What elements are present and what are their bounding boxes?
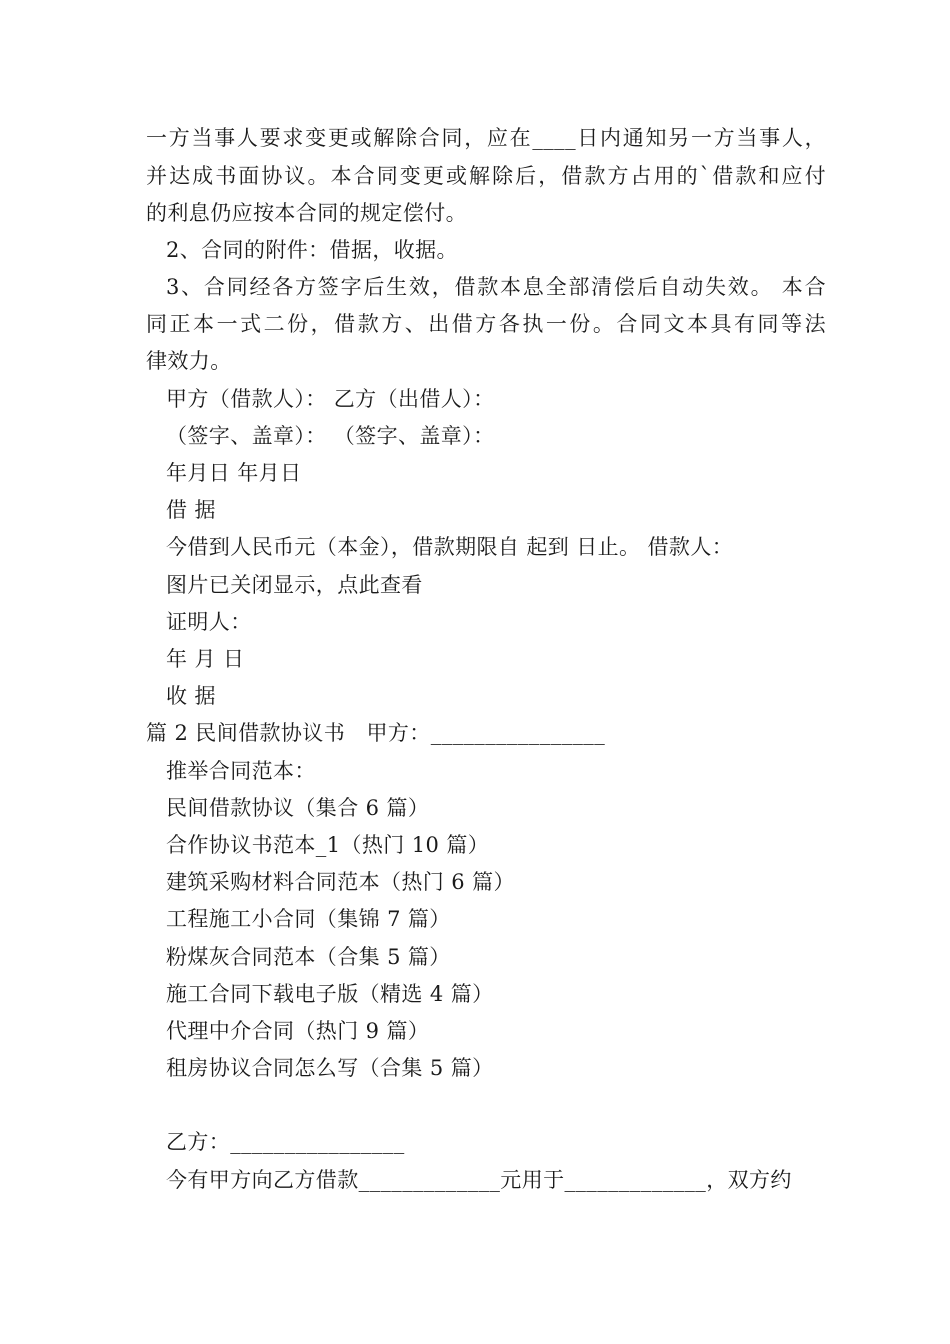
recommend-link[interactable]: 粉煤灰合同范本（合集 5 篇）	[166, 945, 451, 969]
recommend-heading: 推举合同范本：	[166, 759, 316, 783]
paragraph-line: 今有甲方向乙方借款_____________元用于_____________，双方约	[166, 1168, 792, 1192]
article-heading: 篇 2 民间借款协议书 甲方：________________	[146, 721, 606, 745]
paragraph-line: 2、合同的附件：借据，收据。	[166, 238, 458, 262]
paragraph-line: 并达成书面协议。本合同变更或解除后，借款方占用的`借款和应付	[146, 164, 826, 188]
paragraph-line: 同正本一式二份，借款方、出借方各执一份。合同文本具有同等法	[146, 312, 826, 336]
date-line: 年 月 日	[166, 647, 245, 671]
recommend-link[interactable]: 合作协议书范本_1（热门 10 篇）	[166, 833, 490, 857]
image-placeholder-link[interactable]: 图片已关闭显示，点此查看	[166, 573, 423, 597]
paragraph-line: 的利息仍应按本合同的规定偿付。	[146, 201, 467, 225]
recommend-link[interactable]: 工程施工小合同（集锦 7 篇）	[166, 907, 451, 931]
recommend-link[interactable]: 建筑采购材料合同范本（热门 6 篇）	[166, 870, 515, 894]
recommend-link[interactable]: 租房协议合同怎么写（合集 5 篇）	[166, 1056, 494, 1080]
paragraph-line: 3、合同经各方签字后生效，借款本息全部清偿后自动失效。 本合	[166, 275, 826, 299]
party-b-line: 乙方：________________	[166, 1130, 405, 1154]
paragraph-line: 今借到人民币元（本金），借款期限自 起到 日止。 借款人：	[166, 535, 734, 559]
signature-parties-line: 甲方（借款人）： 乙方（出借人）：	[166, 387, 495, 411]
recommend-link[interactable]: 代理中介合同（热门 9 篇）	[166, 1019, 430, 1043]
signature-stamp-line: （签字、盖章）： （签字、盖章）：	[166, 424, 495, 448]
date-line: 年月日 年月日	[166, 461, 302, 485]
section-heading: 收 据	[166, 684, 216, 708]
recommend-link[interactable]: 民间借款协议（集合 6 篇）	[166, 796, 430, 820]
paragraph-line: 一方当事人要求变更或解除合同，应在____日内通知另一方当事人，	[146, 126, 826, 150]
recommend-link[interactable]: 施工合同下载电子版（精选 4 篇）	[166, 982, 494, 1006]
section-heading: 借 据	[166, 498, 216, 522]
witness-line: 证明人：	[166, 610, 252, 634]
paragraph-line: 律效力。	[146, 349, 232, 373]
